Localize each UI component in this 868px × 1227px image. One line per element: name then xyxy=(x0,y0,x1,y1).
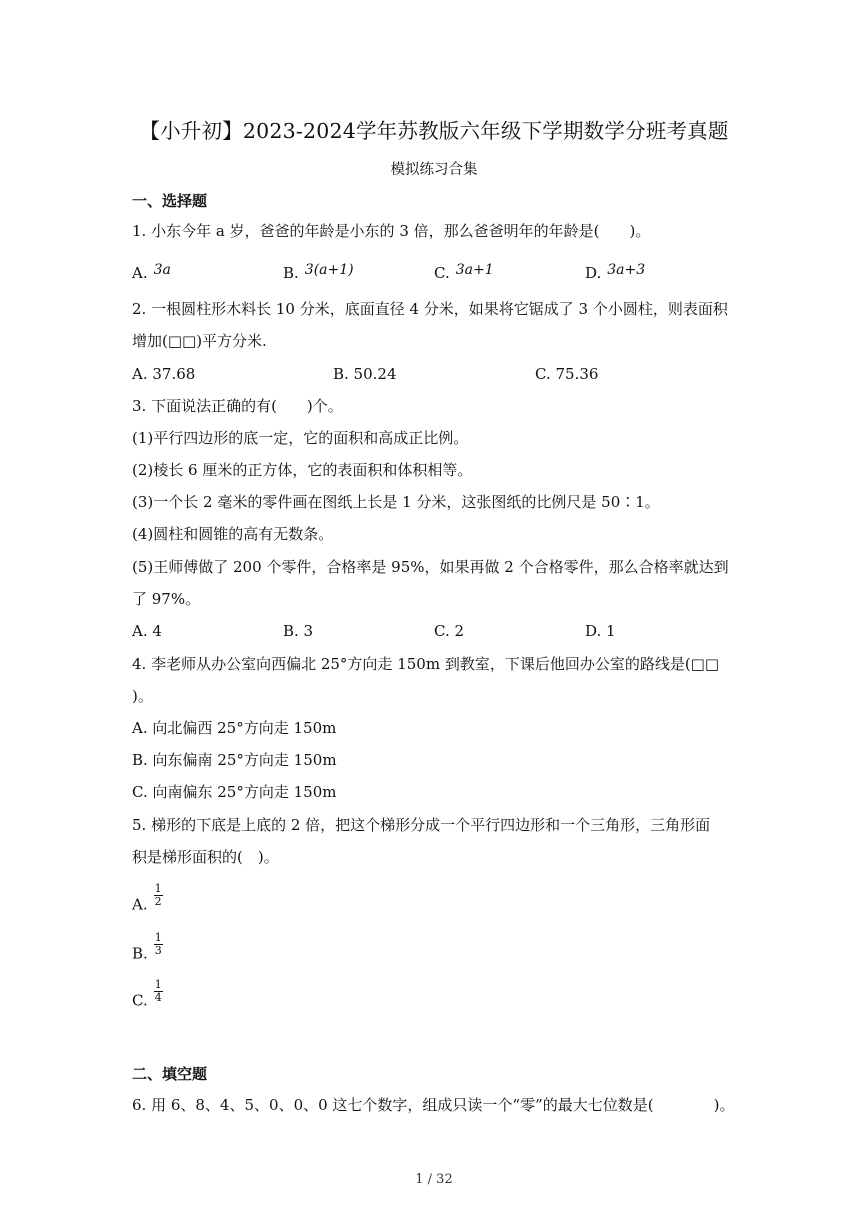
question-2-option-a: A. 37.68 xyxy=(132,365,196,383)
question-5-option-c xyxy=(132,978,163,1014)
option-expression: 3a+3 xyxy=(607,262,646,278)
question-3-option-d: D. 1 xyxy=(585,622,616,640)
option-label: C. xyxy=(132,991,148,1010)
question-3-statement-2: (2)棱长 6 厘米的正方体，它的表面积和体积相等。 xyxy=(132,461,473,479)
question-5-stem-line-1: 5. 梯形的下底是上底的 2 倍，把这个梯形分成一个平行四边形和一个三角形，三角形面 xyxy=(132,816,711,834)
question-1-option-c xyxy=(434,262,494,285)
question-3-stem: 3. 下面说法正确的有( )个。 xyxy=(132,397,343,415)
question-2-option-b: B. 50.24 xyxy=(333,365,397,383)
question-3-option-c: C. 2 xyxy=(434,622,465,640)
question-4-option-c: C. 向南偏东 25°方向走 150m xyxy=(132,783,337,801)
question-2-stem-line-2: 增加(□□)平方分米. xyxy=(132,332,267,350)
option-expression: 3a xyxy=(153,262,171,278)
fraction-denominator: 4 xyxy=(154,991,162,1004)
option-expression: 3a+1 xyxy=(455,262,494,278)
fraction-numerator: 1 xyxy=(154,882,162,895)
question-5-option-a xyxy=(132,882,163,918)
section-heading-fill: 二、填空题 xyxy=(132,1065,208,1083)
question-4-option-a: A. 向北偏西 25°方向走 150m xyxy=(132,719,337,737)
fraction xyxy=(154,932,163,957)
page-number: 1 / 32 xyxy=(415,1172,453,1187)
question-1-option-a xyxy=(132,262,171,285)
question-4-option-b: B. 向东偏南 25°方向走 150m xyxy=(132,751,337,769)
question-5-stem-line-2: 积是梯形面积的( )。 xyxy=(132,848,279,866)
question-2-stem-line-1: 2. 一根圆柱形木料长 10 分米，底面直径 4 分米，如果将它锯成了 3 个小圆柱，则表面积 xyxy=(132,300,728,318)
question-6-stem: 6. 用 6、8、4、5、0、0、0 这七个数字，组成只读一个“零”的最大七位数是( )。 xyxy=(132,1096,735,1114)
question-3-option-b: B. 3 xyxy=(283,622,314,640)
question-3-statement-3: (3)一个长 2 毫米的零件画在图纸上长是 1 分米，这张图纸的比例尺是 50∶1。 xyxy=(132,493,660,511)
fraction xyxy=(154,979,163,1004)
question-4-stem-line-1: 4. 李老师从办公室向西偏北 25°方向走 150m 到教室，下课后他回办公室的路线是(□□ xyxy=(132,655,720,673)
fraction-denominator: 3 xyxy=(154,944,162,957)
fraction-numerator: 1 xyxy=(154,931,162,944)
section-heading-choice: 一、选择题 xyxy=(132,192,208,210)
fraction-numerator: 1 xyxy=(154,978,162,991)
question-3-option-a: A. 4 xyxy=(132,622,162,640)
question-3-statement-5: (5)王师傅做了 200 个零件，合格率是 95%，如果再做 2 个合格零件，那么合格率就达到 xyxy=(132,558,729,576)
question-3-statement-5-cont: 了 97%。 xyxy=(132,590,201,608)
question-4-stem-line-2: )。 xyxy=(132,687,153,705)
question-1-stem: 1. 小东今年 a 岁，爸爸的年龄是小东的 3 倍，那么爸爸明年的年龄是( )。 xyxy=(132,222,651,240)
question-1-option-d xyxy=(585,262,645,285)
question-1-option-b xyxy=(283,262,354,285)
question-2-option-c: C. 75.36 xyxy=(535,365,599,383)
page-title: 【小升初】2023-2024学年苏教版六年级下学期数学分班考真题 xyxy=(139,119,729,143)
question-3-statement-1: (1)平行四边形的底一定，它的面积和高成正比例。 xyxy=(132,429,469,447)
page-subtitle: 模拟练习合集 xyxy=(390,162,478,178)
fraction xyxy=(154,883,163,908)
question-3-statement-4: (4)圆柱和圆锥的高有无数条。 xyxy=(132,525,334,543)
question-5-option-b xyxy=(132,931,163,967)
option-label: A. xyxy=(132,264,148,282)
option-label: C. xyxy=(434,264,450,282)
fraction-denominator: 2 xyxy=(154,895,162,908)
option-label: B. xyxy=(283,264,299,282)
option-label: B. xyxy=(132,944,148,963)
option-label: D. xyxy=(585,264,602,282)
option-label: A. xyxy=(132,895,148,914)
option-expression: 3(a+1) xyxy=(304,262,354,278)
